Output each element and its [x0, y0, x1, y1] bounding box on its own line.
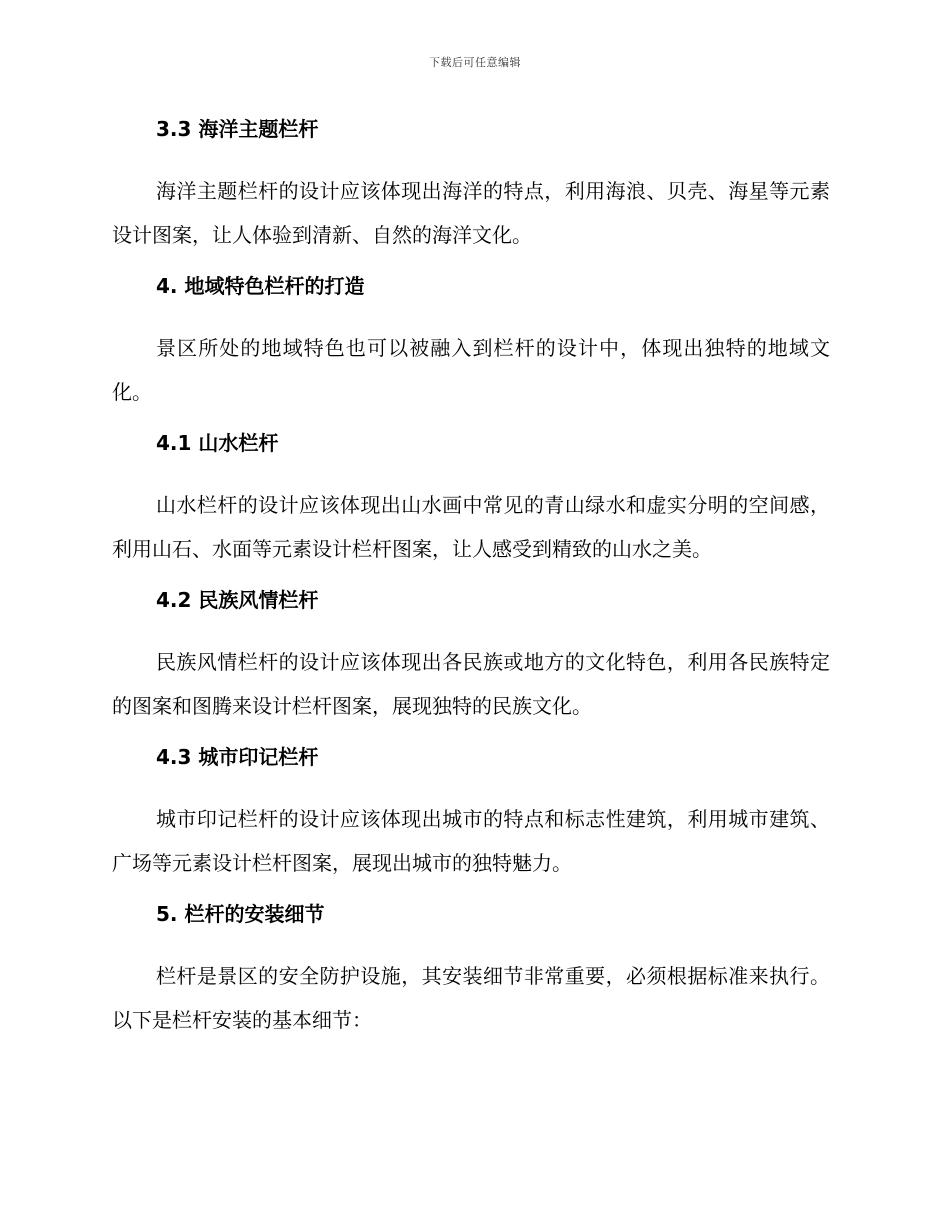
- paragraph-landscape-railing: 山水栏杆的设计应该体现出山水画中常见的青山绿水和虚实分明的空间感，利用山石、水面等元素设计栏杆图案，让人感受到精致的山水之美。: [112, 493, 830, 561]
- section-heading-5: 5. 栏杆的安装细节: [156, 902, 325, 926]
- section-heading-4-3: 4.3 城市印记栏杆: [156, 745, 319, 769]
- section-heading-3-3: 3.3 海洋主题栏杆: [156, 117, 319, 141]
- header-note: 下载后可任意编辑: [429, 56, 521, 69]
- section-heading-4-1: 4.1 山水栏杆: [156, 431, 279, 455]
- section-heading-4-2: 4.2 民族风情栏杆: [156, 588, 319, 612]
- section-heading-4: 4. 地域特色栏杆的打造: [156, 274, 365, 298]
- paragraph-installation-details: 栏杆是景区的安全防护设施，其安装细节非常重要，必须根据标准来执行。以下是栏杆安装的基本细节：: [112, 964, 830, 1032]
- paragraph-city-railing: 城市印记栏杆的设计应该体现出城市的特点和标志性建筑，利用城市建筑、广场等元素设计栏杆图案，展现出城市的独特魅力。: [112, 807, 830, 875]
- document-body: [112, 114, 830, 1056]
- paragraph-ocean-railing: 海洋主题栏杆的设计应该体现出海洋的特点，利用海浪、贝壳、海星等元素设计图案，让人体验到清新、自然的海洋文化。: [112, 179, 830, 247]
- paragraph-ethnic-railing: 民族风情栏杆的设计应该体现出各民族或地方的文化特色，利用各民族特定的图案和图腾来设计栏杆图案，展现独特的民族文化。: [112, 650, 830, 718]
- paragraph-regional-features: 景区所处的地域特色也可以被融入到栏杆的设计中，体现出独特的地域文化。: [112, 336, 830, 404]
